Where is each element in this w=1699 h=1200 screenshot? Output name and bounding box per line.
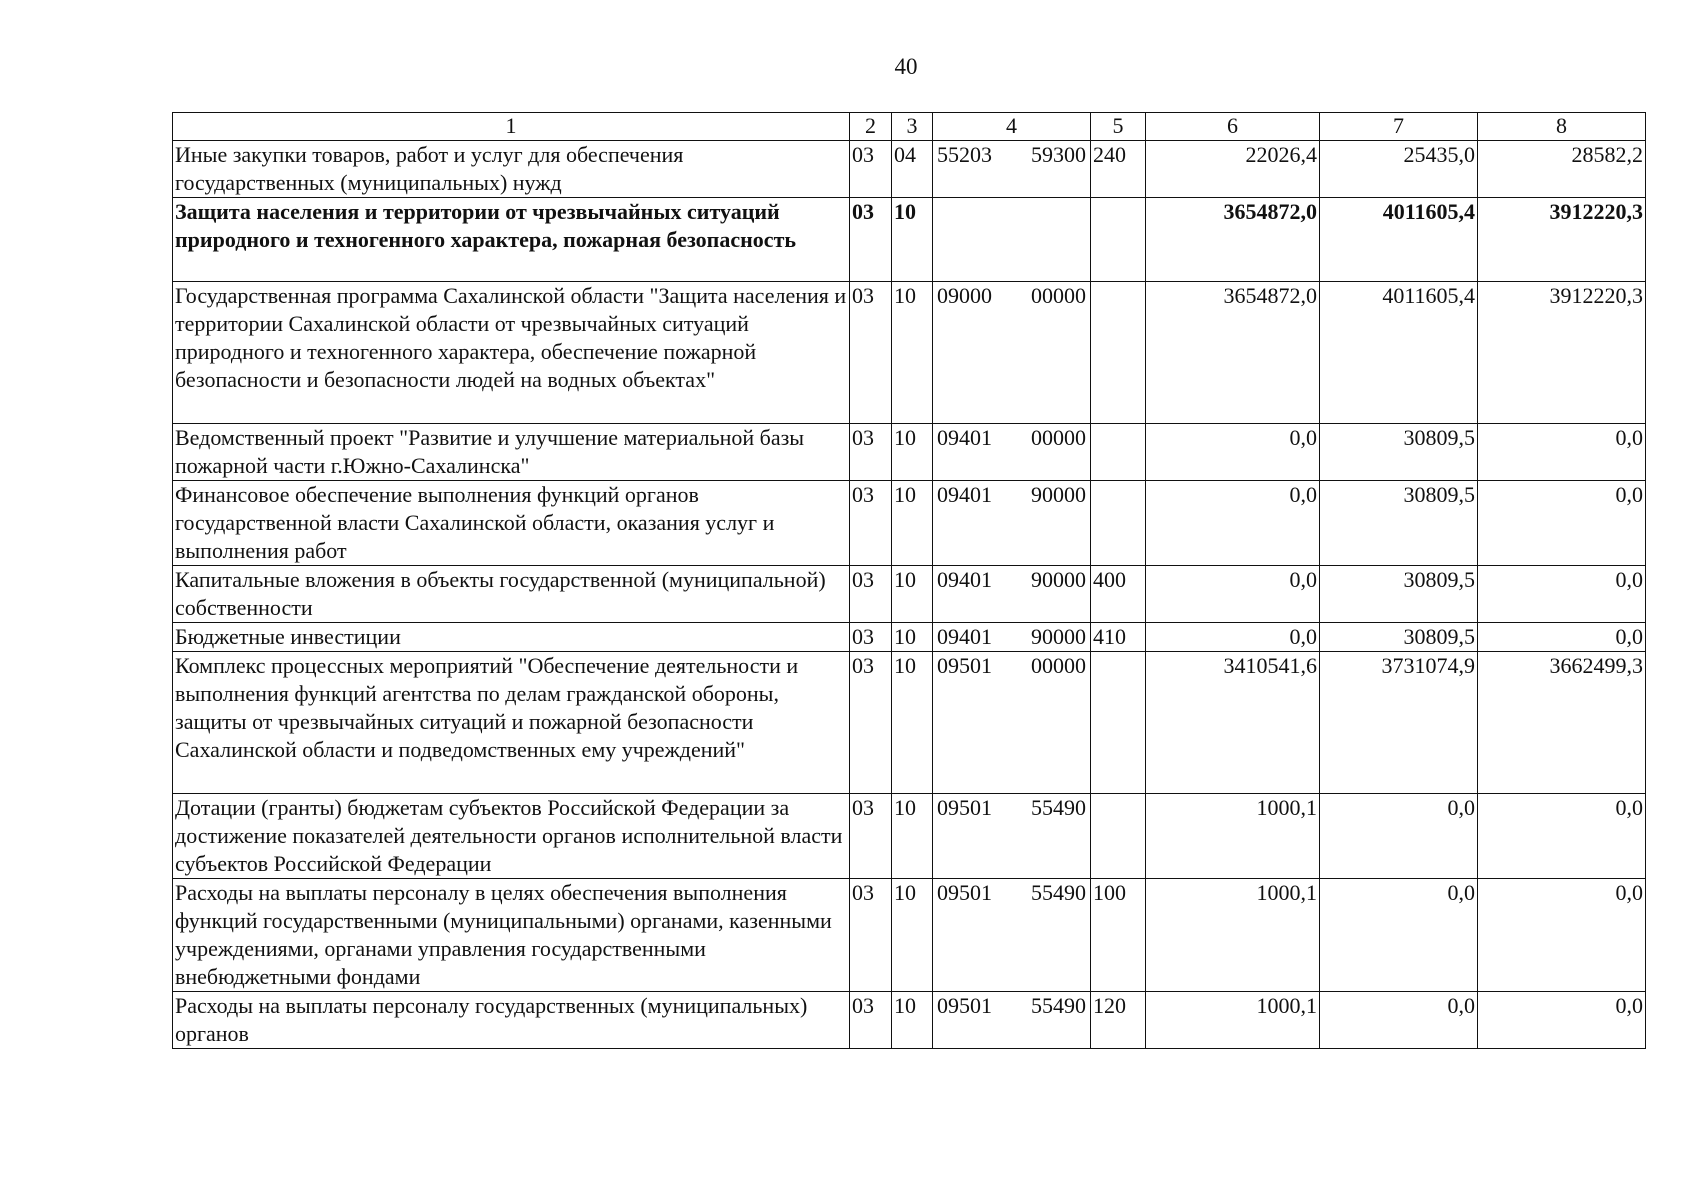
expense-type-code: [1091, 424, 1146, 481]
target-article-code: [933, 992, 1091, 1049]
expense-type-code: 100: [1091, 879, 1146, 992]
table-row: [173, 282, 1646, 424]
budget-table: [172, 112, 1646, 1049]
amount-col7: 25435,0: [1320, 141, 1478, 198]
table-row: [173, 198, 1646, 282]
program-code: 09501: [937, 795, 992, 820]
table-row: [173, 992, 1646, 1049]
amount-col7: 30809,5: [1320, 481, 1478, 566]
expense-type-code: 120: [1091, 992, 1146, 1049]
amount-col7: 30809,5: [1320, 623, 1478, 652]
column-header: 3: [892, 113, 933, 141]
amount-col8: 0,0: [1478, 623, 1646, 652]
subsection-code: 10: [892, 623, 933, 652]
amount-col7: 0,0: [1320, 879, 1478, 992]
column-header: 4: [933, 113, 1091, 141]
row-name: Государственная программа Сахалинской области "Защита населения и территории Сахалинской области от чрезвычайных ситуаций природного и техногенного характера, обеспечение пожарной безопасности и безопасности людей на водных объектах": [173, 282, 850, 424]
section-code: 03: [850, 879, 892, 992]
direction-code: 90000: [1031, 482, 1086, 507]
amount-col7: 30809,5: [1320, 566, 1478, 623]
column-header: 5: [1091, 113, 1146, 141]
amount-col7: 4011605,4: [1320, 282, 1478, 424]
subsection-code: 10: [892, 992, 933, 1049]
column-header: 8: [1478, 113, 1646, 141]
column-header: 1: [173, 113, 850, 141]
table-row: [173, 141, 1646, 198]
target-article-code: [933, 879, 1091, 992]
direction-code: 59300: [1031, 142, 1086, 167]
section-code: 03: [850, 424, 892, 481]
target-article-code: [933, 141, 1091, 198]
amount-col6: 1000,1: [1146, 794, 1320, 879]
row-name: Расходы на выплаты персоналу в целях обеспечения выполнения функций государственными (муниципальными) органами, казенными учреждениями, органами управления государственными внебюджетными фондами: [173, 879, 850, 992]
amount-col6: 22026,4: [1146, 141, 1320, 198]
amount-col8: 3912220,3: [1478, 198, 1646, 282]
program-code: 09501: [937, 880, 992, 905]
direction-code: 90000: [1031, 567, 1086, 592]
amount-col8: 3662499,3: [1478, 652, 1646, 794]
amount-col8: 0,0: [1478, 481, 1646, 566]
subsection-code: 10: [892, 481, 933, 566]
expense-type-code: [1091, 652, 1146, 794]
subsection-code: 10: [892, 566, 933, 623]
table-row: [173, 566, 1646, 623]
subsection-code: 10: [892, 424, 933, 481]
amount-col6: 0,0: [1146, 424, 1320, 481]
target-article-code: [933, 198, 1091, 282]
section-code: 03: [850, 623, 892, 652]
amount-col7: 4011605,4: [1320, 198, 1478, 282]
amount-col6: 1000,1: [1146, 992, 1320, 1049]
amount-col6: 0,0: [1146, 623, 1320, 652]
amount-col8: 28582,2: [1478, 141, 1646, 198]
column-header: 7: [1320, 113, 1478, 141]
subsection-code: 10: [892, 652, 933, 794]
row-name: Финансовое обеспечение выполнения функций органов государственной власти Сахалинской области, оказания услуг и выполнения работ: [173, 481, 850, 566]
section-code: 03: [850, 566, 892, 623]
program-code: 09401: [937, 425, 992, 450]
amount-col7: 3731074,9: [1320, 652, 1478, 794]
program-code: 09401: [937, 624, 992, 649]
program-code: 09401: [937, 567, 992, 592]
direction-code: 55490: [1031, 993, 1086, 1018]
expense-type-code: [1091, 198, 1146, 282]
program-code: 55203: [937, 142, 992, 167]
amount-col8: 0,0: [1478, 424, 1646, 481]
amount-col6: 3654872,0: [1146, 282, 1320, 424]
subsection-code: 10: [892, 879, 933, 992]
expense-type-code: 400: [1091, 566, 1146, 623]
amount-col6: 3410541,6: [1146, 652, 1320, 794]
table-row: [173, 794, 1646, 879]
amount-col6: 0,0: [1146, 481, 1320, 566]
program-code: 09501: [937, 653, 992, 678]
amount-col7: 30809,5: [1320, 424, 1478, 481]
amount-col7: 0,0: [1320, 992, 1478, 1049]
program-code: 09501: [937, 993, 992, 1018]
amount-col8: 0,0: [1478, 992, 1646, 1049]
direction-code: 55490: [1031, 795, 1086, 820]
row-name: Комплекс процессных мероприятий "Обеспечение деятельности и выполнения функций агентства по делам гражданской обороны, защиты от чрезвычайных ситуаций и пожарной безопасности Сахалинской области и подведомственных ему учреждений": [173, 652, 850, 794]
section-code: 03: [850, 992, 892, 1049]
row-name: Иные закупки товаров, работ и услуг для обеспечения государственных (муниципальных) нужд: [173, 141, 850, 198]
subsection-code: 04: [892, 141, 933, 198]
table-row: [173, 652, 1646, 794]
amount-col8: 0,0: [1478, 566, 1646, 623]
amount-col6: 3654872,0: [1146, 198, 1320, 282]
row-name: Ведомственный проект "Развитие и улучшение материальной базы пожарной части г.Южно-Сахалинска": [173, 424, 850, 481]
section-code: 03: [850, 141, 892, 198]
target-article-code: [933, 481, 1091, 566]
row-name: Дотации (гранты) бюджетам субъектов Российской Федерации за достижение показателей деятельности органов исполнительной власти субъектов Российской Федерации: [173, 794, 850, 879]
direction-code: 00000: [1031, 653, 1086, 678]
direction-code: 55490: [1031, 880, 1086, 905]
section-code: 03: [850, 282, 892, 424]
expense-type-code: 410: [1091, 623, 1146, 652]
direction-code: 00000: [1031, 283, 1086, 308]
subsection-code: 10: [892, 794, 933, 879]
table-row: [173, 481, 1646, 566]
row-name: Капитальные вложения в объекты государственной (муниципальной) собственности: [173, 566, 850, 623]
amount-col6: 0,0: [1146, 566, 1320, 623]
expense-type-code: [1091, 481, 1146, 566]
amount-col7: 0,0: [1320, 794, 1478, 879]
column-header: 6: [1146, 113, 1320, 141]
section-code: 03: [850, 481, 892, 566]
direction-code: 00000: [1031, 425, 1086, 450]
table-row: [173, 623, 1646, 652]
row-name: Расходы на выплаты персоналу государственных (муниципальных) органов: [173, 992, 850, 1049]
expense-type-code: 240: [1091, 141, 1146, 198]
subsection-code: 10: [892, 282, 933, 424]
expense-type-code: [1091, 794, 1146, 879]
target-article-code: [933, 623, 1091, 652]
row-name: Защита населения и территории от чрезвычайных ситуаций природного и техногенного характера, пожарная безопасность: [173, 198, 850, 282]
target-article-code: [933, 566, 1091, 623]
amount-col8: 3912220,3: [1478, 282, 1646, 424]
column-number-row: [173, 113, 1646, 141]
table-row: [173, 424, 1646, 481]
expense-type-code: [1091, 282, 1146, 424]
section-code: 03: [850, 794, 892, 879]
row-name: Бюджетные инвестиции: [173, 623, 850, 652]
amount-col8: 0,0: [1478, 794, 1646, 879]
subsection-code: 10: [892, 198, 933, 282]
amount-col6: 1000,1: [1146, 879, 1320, 992]
section-code: 03: [850, 198, 892, 282]
program-code: 09000: [937, 283, 992, 308]
section-code: 03: [850, 652, 892, 794]
program-code: 09401: [937, 482, 992, 507]
target-article-code: [933, 794, 1091, 879]
amount-col8: 0,0: [1478, 879, 1646, 992]
target-article-code: [933, 282, 1091, 424]
target-article-code: [933, 652, 1091, 794]
direction-code: 90000: [1031, 624, 1086, 649]
table-row: [173, 879, 1646, 992]
page-number: 40: [894, 54, 918, 79]
target-article-code: [933, 424, 1091, 481]
column-header: 2: [850, 113, 892, 141]
